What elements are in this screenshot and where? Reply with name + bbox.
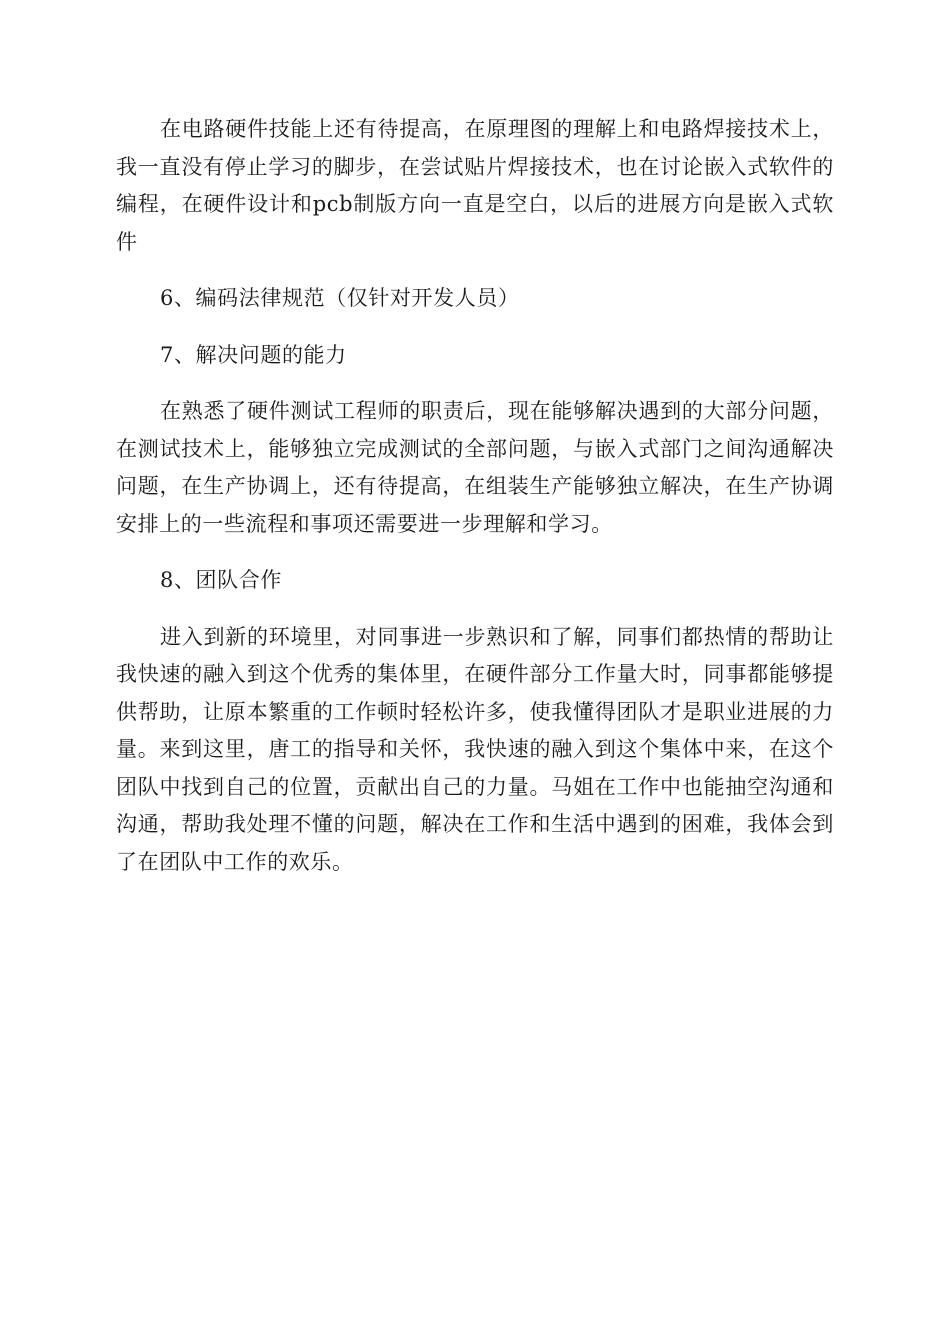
document-body (116, 111, 834, 900)
heading-problem-solving: 7、解决问题的能力 (160, 342, 347, 367)
paragraph-hardware-skills: 在电路硬件技能上还有待提高，在原理图的理解上和电路焊接技术上，我一直没有停止学习的脚步，在尝试贴片焊接技术，也在讨论嵌入式软件的编程，在硬件设计和pcb制版方向一直是空白，以后的进展方向是嵌入式软件 (116, 117, 834, 254)
paragraph-problem-solving: 在熟悉了硬件测试工程师的职责后，现在能够解决遇到的大部分问题，在测试技术上，能够独立完成测试的全部问题，与嵌入式部门之间沟通解决问题，在生产协调上，还有待提高，在组装生产能够独立解决，在生产协调安排上的一些流程和事项还需要进一步理解和学习。 (116, 399, 834, 536)
heading-teamwork: 8、团队合作 (160, 568, 282, 592)
paragraph-teamwork: 进入到新的环境里，对同事进一步熟识和了解，同事们都热情的帮助让我快速的融入到这个优秀的集体里，在硬件部分工作量大时，同事都能够提供帮助，让原本繁重的工作顿时轻松许多，使我懂得团队才是职业进展的力量。来到这里，唐工的指导和关怀，我快速的融入到这个集体中来，在这个团队中找到自己的位置，贡献出自己的力量。马姐在工作中也能抽空沟通和沟通，帮助我处理不懂的问题，解决在工作和生活中遇到的困难，我体会到了在团队中工作的欢乐。 (116, 624, 834, 874)
heading-coding-standards: 6、编码法律规范（仅针对开发人员） (160, 286, 520, 310)
